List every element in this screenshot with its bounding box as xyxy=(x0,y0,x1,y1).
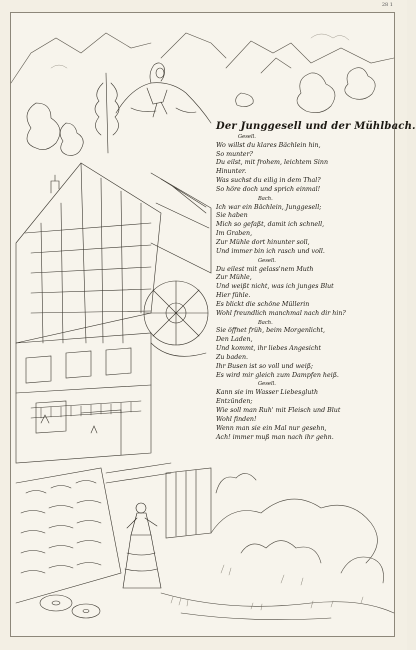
verse-line: Ihr Busen ist so voll und weiß; xyxy=(216,362,314,370)
speaker-label: Bach. xyxy=(258,195,273,202)
miller-woman xyxy=(123,503,161,588)
speaker-label: Bach. xyxy=(258,319,273,326)
verse-line: Und kommt, ihr liebes Angesicht xyxy=(216,345,322,353)
verse-line: Ach! immer muß man nach ihr gehn. xyxy=(216,433,334,441)
verse-line: Kann sie im Wasser Liebesgluth xyxy=(216,389,319,397)
log-pile xyxy=(16,468,121,603)
illustration-frame xyxy=(10,12,416,637)
speaker-label: Gesell. xyxy=(238,133,256,140)
verse-line: Wo willst du klares Bächlein hin, xyxy=(216,141,321,149)
verse-line: Mich so gefaßt, damit ich schnell, xyxy=(216,221,325,229)
wooden-gate xyxy=(106,463,211,538)
poem-title: Der Junggesell und der Mühlbach. xyxy=(216,121,416,132)
verse-line: Ich war ein Bächlein, Junggesell; xyxy=(216,203,322,211)
poem-lines xyxy=(216,133,391,443)
verse-line: Zu baden. xyxy=(216,353,249,361)
verse-line: Und weißt nicht, was ich junges Blut xyxy=(216,283,334,291)
verse-line: Hinunter. xyxy=(216,168,247,176)
verse-line: Im Graben, xyxy=(216,230,253,238)
verse-line: Wohl finden! xyxy=(216,415,257,423)
verse-line: Es wird mir gleich zum Dampfen heiß. xyxy=(216,371,339,379)
verse-line: Den Laden, xyxy=(216,336,253,344)
verse-line: Was suchst du eilig in dem Thal? xyxy=(216,177,321,185)
mill-wheel-and-flume xyxy=(144,173,211,356)
page-number: 28 1 xyxy=(381,2,393,8)
verse-line: Es blickt die schöne Müllerin xyxy=(216,300,310,308)
millstones xyxy=(40,595,100,618)
poem xyxy=(216,121,416,442)
verse-line: Du eilst, mit frohem, leichtem Sinn xyxy=(216,159,329,167)
verse-line: Sie haben xyxy=(216,212,248,220)
mill-roof xyxy=(16,163,161,343)
verse-line: Entzünden; xyxy=(216,398,253,406)
verse-line: Wenn man sie ein Mal nur gesehn, xyxy=(216,424,327,432)
verse-line: Wohl freundlich manchmal nach dir hin? xyxy=(216,309,346,317)
verse-line: Zur Mühle, xyxy=(216,274,252,282)
balcony xyxy=(31,401,141,418)
verse-line: So munter? xyxy=(216,150,253,158)
verse-line: Zur Mühle dort hinunter soll, xyxy=(216,238,310,246)
speaker-label: Gesell. xyxy=(258,381,276,388)
verse-line: Sie öffnet früh, beim Morgenlicht, xyxy=(216,327,326,335)
hill-with-young-man xyxy=(116,63,211,123)
verse-line: Hier fühle. xyxy=(216,292,251,300)
verse-line: Wie soll man Ruh' mit Fleisch und Blut xyxy=(216,407,341,414)
mountains xyxy=(11,33,394,83)
verse-line: Und immer bin ich rasch und voll. xyxy=(216,247,325,255)
verse-line: So höre doch und sprich einmal! xyxy=(216,185,321,193)
trees-left xyxy=(27,73,119,155)
verse-line: Du eilest mit gelass'nem Muth xyxy=(216,265,314,273)
speaker-label: Gesell. xyxy=(258,257,276,264)
trees-right xyxy=(236,68,376,113)
mill-wall xyxy=(16,333,151,463)
